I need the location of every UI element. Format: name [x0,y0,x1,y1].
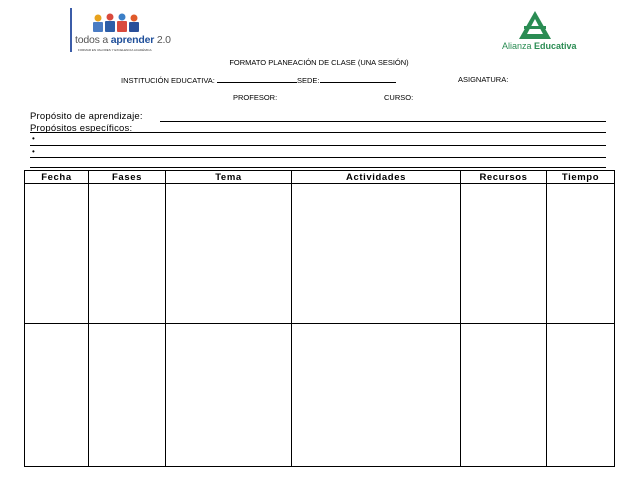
sede-field[interactable] [320,75,396,83]
specific-purpose-line[interactable] [30,167,606,168]
bullet-1: • [32,134,35,143]
institution-field[interactable] [217,75,297,83]
table-cell[interactable] [25,324,89,467]
col-recursos: Recursos [461,171,547,184]
col-tema: Tema [166,171,292,184]
table-cell[interactable] [292,184,461,324]
institution-label: INSTITUCIÓN EDUCATIVA: [121,76,215,85]
alianza-name: Alianza Educativa [502,41,577,51]
table-cell[interactable] [25,184,89,324]
table-header-row [25,171,615,184]
table-cell[interactable] [89,184,166,324]
alianza-educativa-logo [500,10,577,52]
purpose-field[interactable] [160,121,606,122]
col-actividades: Actividades [292,171,461,184]
todos-a-aprender-logo [70,8,171,52]
table-cell[interactable] [166,324,292,467]
table-row [25,184,615,324]
specific-purpose-line[interactable] [30,145,606,146]
specific-purpose-line[interactable] [30,157,606,158]
purpose-label: Propósito de aprendizaje: [30,111,143,122]
sede-label: SEDE: [297,76,320,85]
subject-label: ASIGNATURA: [458,75,509,84]
alianza-a-icon [518,10,552,40]
planning-table [24,170,615,467]
table-cell[interactable] [547,184,615,324]
col-tiempo: Tiempo [547,171,615,184]
logo-brand-text: todos a aprender 2.0 [75,34,171,46]
specific-purpose-line[interactable] [30,132,606,133]
bullet-2: • [32,147,35,156]
table-cell[interactable] [547,324,615,467]
table-cell[interactable] [292,324,461,467]
table-cell[interactable] [461,324,547,467]
specific-purposes-label: Propósitos específicos: [30,123,133,134]
table-row [25,324,615,467]
logo-divider [70,8,72,52]
teacher-label: PROFESOR: [233,93,278,102]
col-fecha: Fecha [25,171,89,184]
logo-tagline: FORMAR EN VALORES Y EXCELENCIA ACADÉMICA [78,48,152,52]
col-fases: Fases [89,171,166,184]
table-cell[interactable] [89,324,166,467]
institution-row [121,75,396,85]
table-cell[interactable] [166,184,292,324]
table-cell[interactable] [461,184,547,324]
children-figures-icon [90,12,150,34]
page-title: FORMATO PLANEACIÓN DE CLASE (UNA SESIÓN) [229,58,409,67]
course-label: CURSO: [384,93,414,102]
